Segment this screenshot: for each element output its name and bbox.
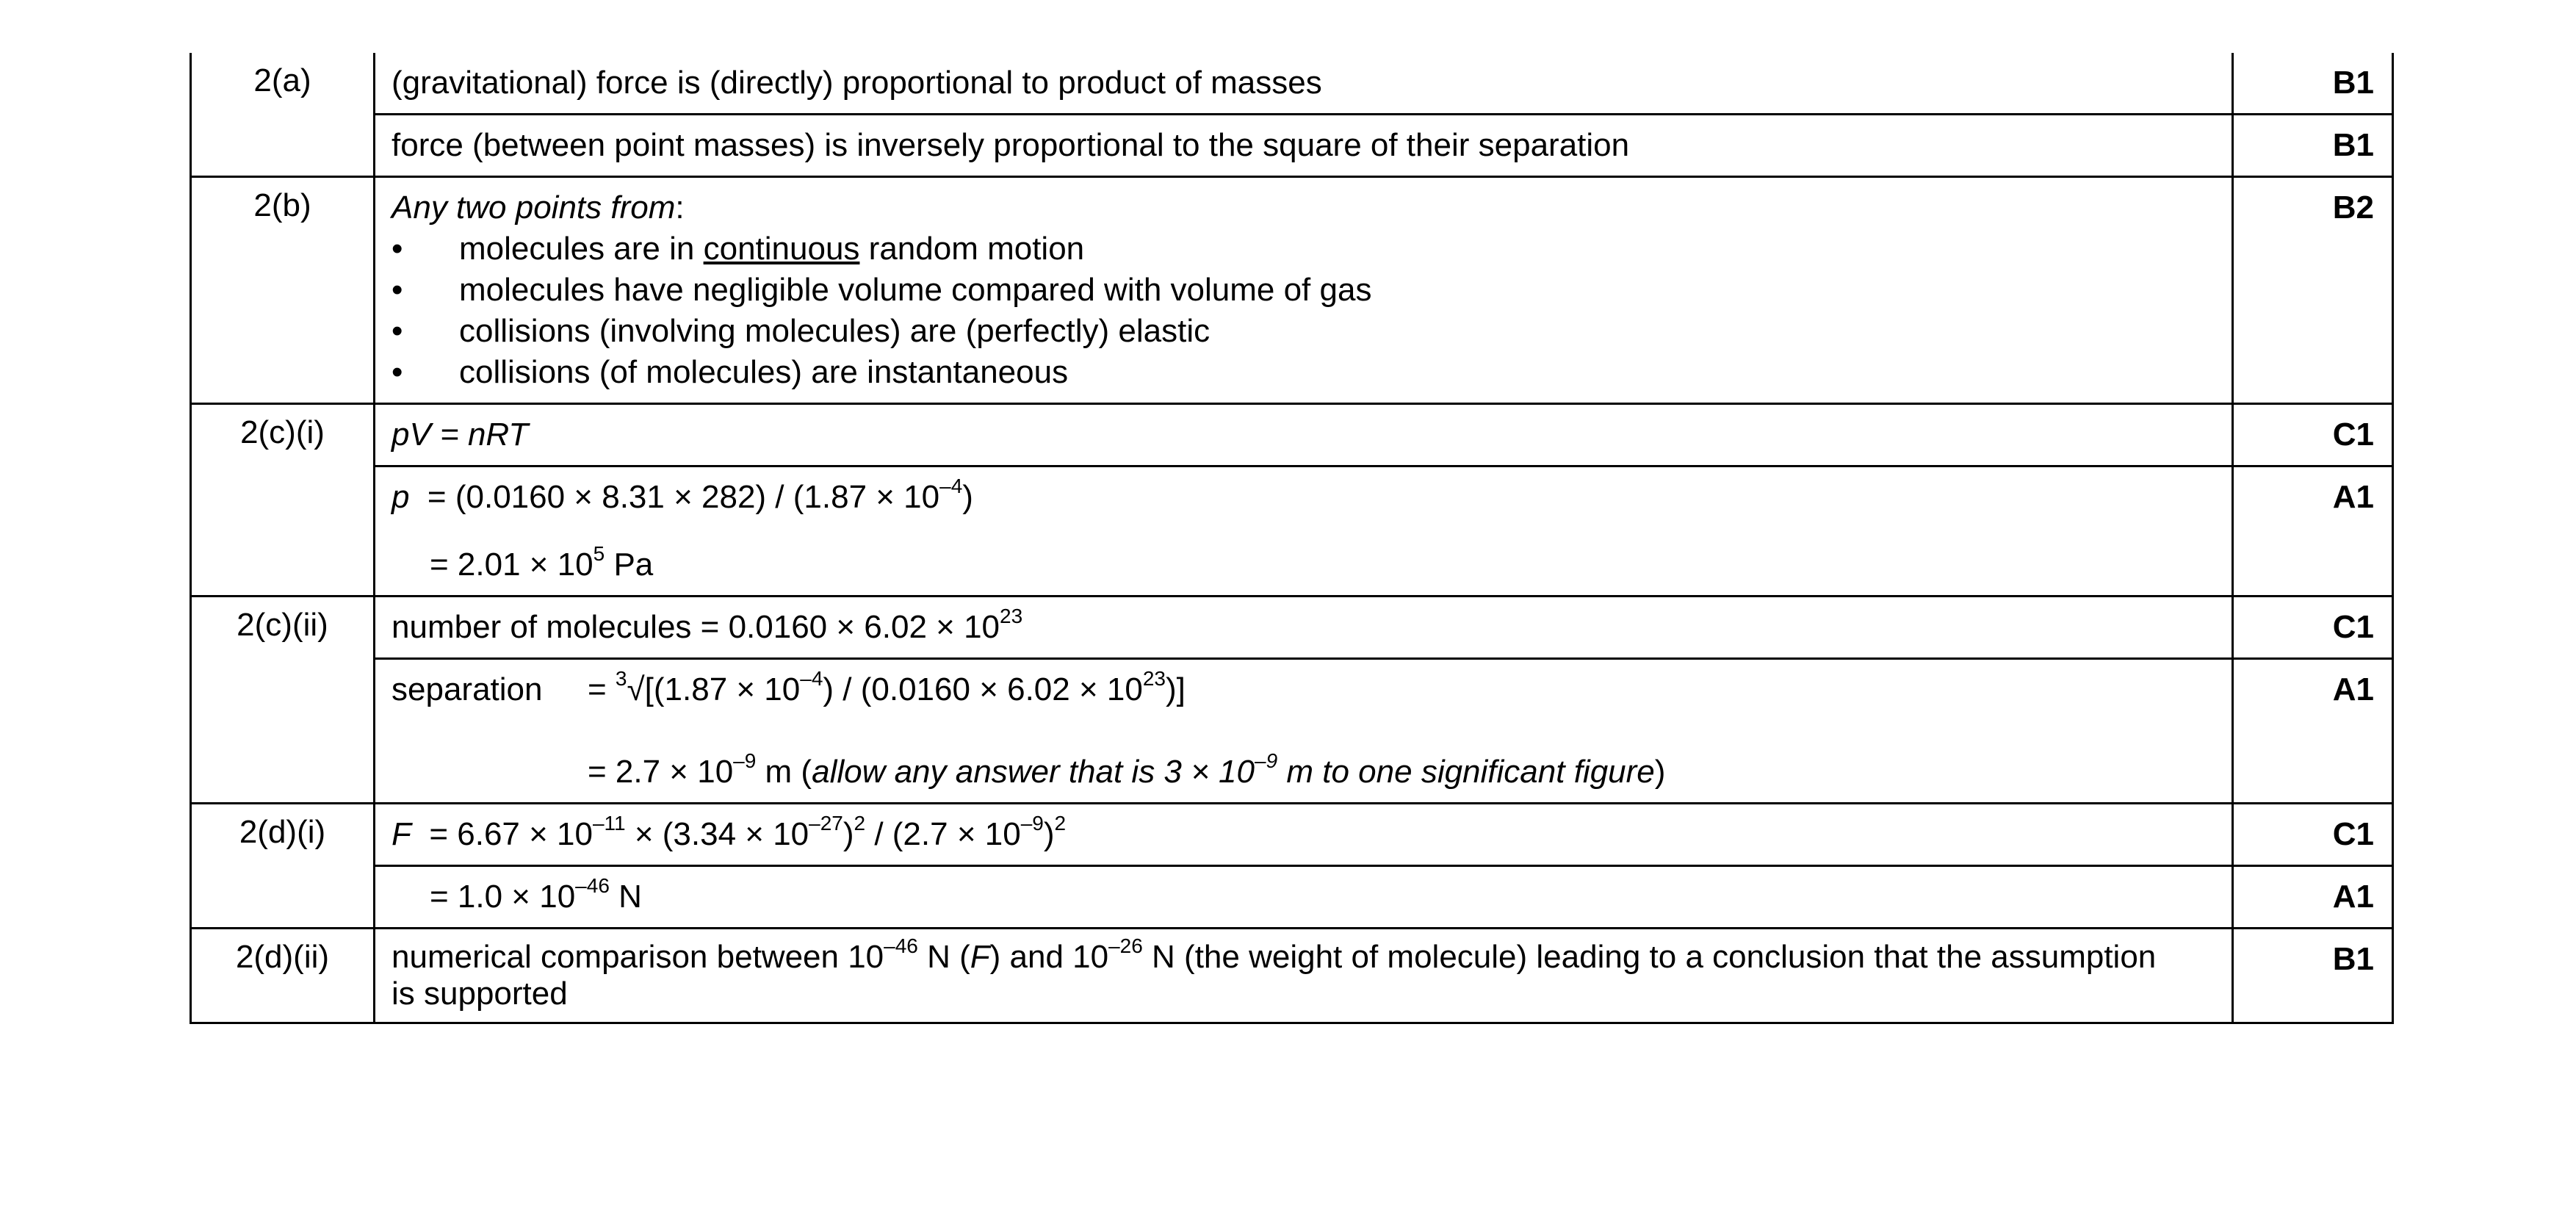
answer-cell	[375, 115, 2233, 177]
mark-code: B1	[2332, 127, 2374, 163]
answer-text-continued: is supported	[392, 976, 568, 1012]
question-number: 2(d)(ii)	[235, 939, 330, 975]
mark-cell	[2233, 597, 2393, 659]
answer-cell	[375, 866, 2233, 929]
answer-cell	[375, 804, 2233, 866]
answer-cell	[375, 53, 2233, 115]
table-row	[191, 597, 2393, 659]
question-number: 2(c)(ii)	[237, 607, 328, 643]
mark-code: A1	[2332, 479, 2374, 515]
table-row	[191, 466, 2393, 597]
question-number-cell	[191, 597, 375, 804]
question-number-cell	[191, 404, 375, 597]
mark-cell	[2233, 804, 2393, 866]
mark-cell	[2233, 53, 2393, 115]
answer-text: numerical comparison between $10^{-46}$ N (F) and $10^{-26}$ N (the weight of molecule) leading to a conclusion that the assumption	[392, 934, 2157, 975]
result-line: = $2.7 \times 10^{-9}$ m (allow any answer that is $3 \times 10^{-9}$ m to one significant figure)	[588, 749, 1666, 790]
working-line: $p = (0.0160 \times 8.31 \times 282) / (1.87 \times 10^{-4})$	[392, 475, 973, 515]
table-row	[191, 929, 2393, 1023]
list-item: • collisions (involving molecules) are (perfectly) elastic	[392, 311, 2217, 352]
equation: pV = nRT	[392, 417, 529, 453]
answer-cell	[375, 177, 2233, 404]
answer-cell	[375, 659, 2233, 804]
mark-scheme-table	[190, 53, 2394, 1024]
mark-code: B1	[2332, 65, 2374, 101]
question-number-cell	[191, 177, 375, 404]
working-line: $F = 6.67 \times 10^{-11} \times (3.34 \times 10^{-27})^2 / (2.7 \times 10^{-9})^2$	[392, 812, 1067, 852]
result-line: = $2.01 \times 10^5$ Pa	[430, 542, 654, 583]
question-number: 2(b)	[253, 187, 311, 223]
table-row	[191, 177, 2393, 404]
table-row	[191, 659, 2393, 804]
mark-code: C1	[2332, 816, 2374, 852]
mark-code: A1	[2332, 879, 2374, 915]
answer-cell	[375, 466, 2233, 597]
mark-code: A1	[2332, 671, 2374, 707]
working-line: separation = $^3√[(1.87 \times 10^{-4}) / (0.0160 \times 6.02 \times 10^{23})]$	[392, 667, 1186, 707]
table-row	[191, 53, 2393, 115]
answer-cell: number of molecules = $0.0160 \times 6.02 \times 10^{23}$	[375, 597, 2233, 659]
answer-cell	[375, 929, 2233, 1023]
answer-text: force (between point masses) is inversely proportional to the square of their separation	[392, 127, 1630, 163]
mark-cell	[2233, 466, 2393, 597]
table-row	[191, 404, 2393, 466]
mark-code: C1	[2332, 417, 2374, 453]
mark-code: B2	[2332, 190, 2374, 226]
question-number: 2(d)(i)	[239, 814, 326, 850]
result-line: = $1.0 \times 10^{-46}$ N	[430, 874, 642, 915]
mark-code: B1	[2332, 941, 2374, 977]
table-row	[191, 804, 2393, 866]
question-number: 2(c)(i)	[240, 414, 325, 450]
list-item: • molecules have negligible volume compared with volume of gas	[392, 270, 2217, 311]
table-row	[191, 866, 2393, 929]
list-item: • collisions (of molecules) are instantaneous	[392, 352, 2217, 393]
mark-cell	[2233, 929, 2393, 1023]
answer-cell	[375, 404, 2233, 466]
answer-text: (gravitational) force is (directly) proportional to product of masses	[392, 65, 1322, 101]
question-number-cell	[191, 53, 375, 177]
mark-cell	[2233, 177, 2393, 404]
question-number-cell	[191, 929, 375, 1023]
mark-cell	[2233, 659, 2393, 804]
table-row	[191, 115, 2393, 177]
answer-bullet-list	[392, 228, 2217, 393]
mark-code: C1	[2332, 609, 2374, 645]
list-item: • molecules are in continuous random motion	[392, 228, 2217, 270]
question-number: 2(a)	[253, 62, 311, 98]
mark-cell	[2233, 404, 2393, 466]
mark-cell	[2233, 866, 2393, 929]
mark-cell	[2233, 115, 2393, 177]
question-number-cell	[191, 804, 375, 929]
answer-intro: Any two points from:	[392, 190, 685, 226]
